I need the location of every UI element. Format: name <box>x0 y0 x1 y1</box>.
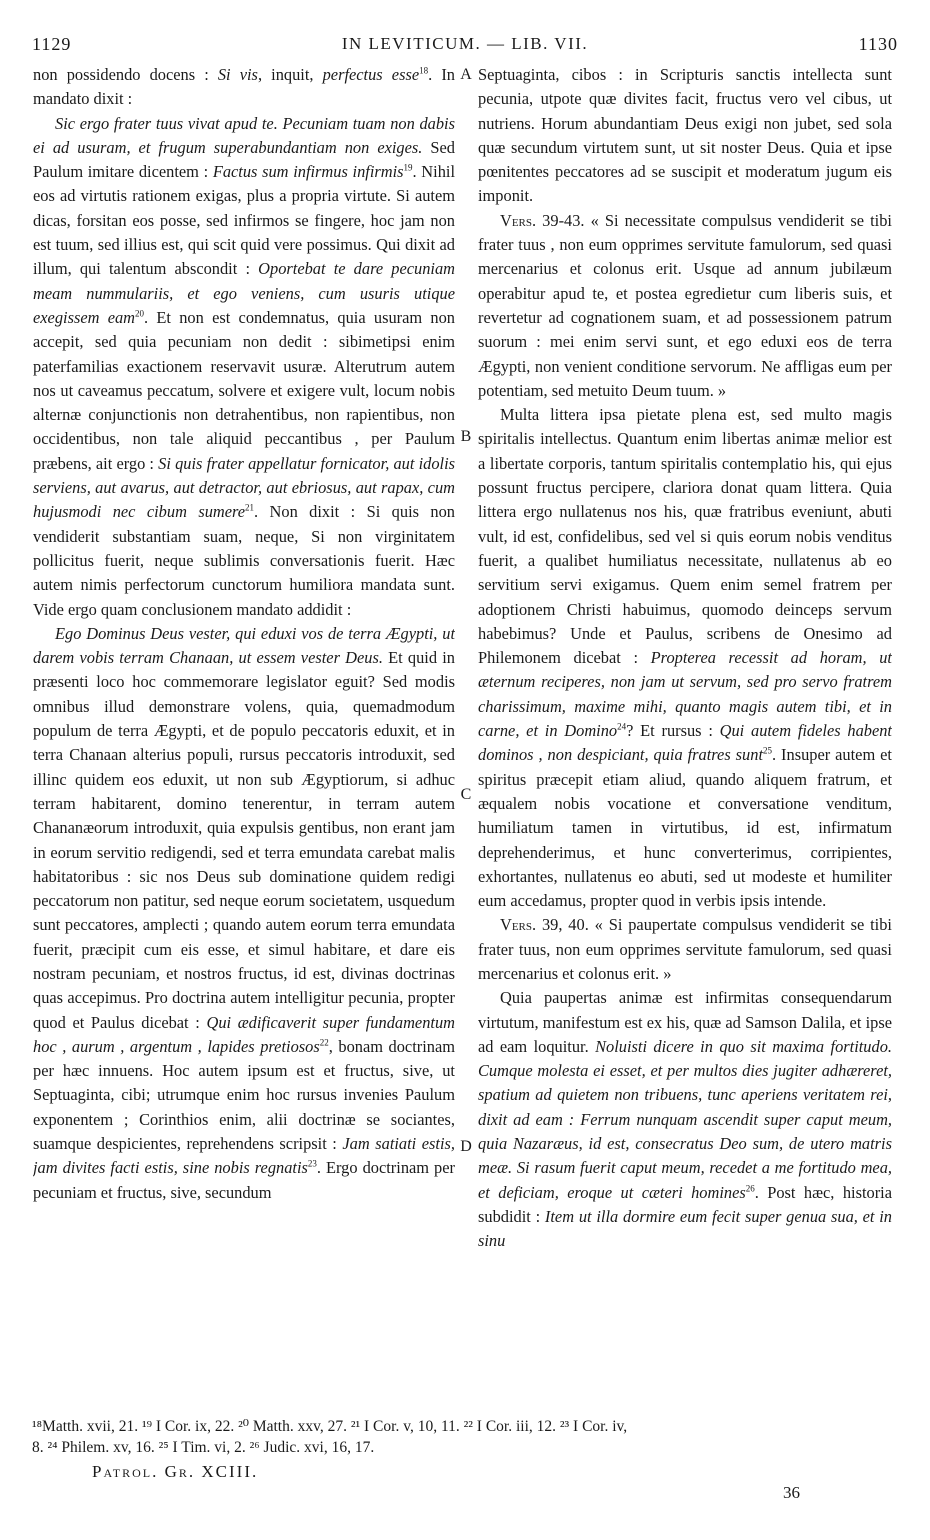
scripture-quote: Oportebat te dare pecuniam meam nummulariis, et ego veniens, cum usuris utique exegissem eam <box>33 259 455 327</box>
paragraph <box>33 622 455 1205</box>
scripture-quote: Qui autem fideles habent dominos , non despiciant, quia fratres sunt <box>478 721 892 765</box>
footnote-ref: 22 <box>319 1037 329 1048</box>
footnote-ref: 23 <box>307 1158 317 1169</box>
footnote-line-1: ¹⁸Matth. xvii, 21. ¹⁹ I Cor. ix, 22. ²⁰ Matth. xxv, 27. ²¹ I Cor. v, 10, 11. ²² I Cor. iii, 12. ²³ I Cor. iv, <box>32 1418 628 1435</box>
body-text: . Post hæc, historia subdidit : <box>478 1182 892 1226</box>
footnote-ref: 24 <box>617 721 627 732</box>
paragraph <box>33 112 455 622</box>
scripture-quote: Factus sum infirmus infirmis <box>212 162 404 182</box>
body-text: . In mandato dixit : <box>33 65 455 109</box>
margin-letter-a: A <box>460 66 472 83</box>
footnote-ref: 21 <box>245 502 255 513</box>
body-text: Et quid in præsenti loco hoc commemorare legislator eguit? Sed modis omnibus illud demonstrare volens, quia, quemadmodum populum de terra Ægypti, et de populo peccatoris eduxit, et in terra Chanaan alterius populi, rursus peccatoris introduxit, sed illinc quidem eos eduxit, ut non sub Ægyptiorum, si adhuc terram habitarent, domino tenerentur, in terram autem Chananæorum introduxit, quia expulsis gentibus, non erant jam in eorum servitio redigendi, sed et terra emundata carebat malis habitatoribus : sic nos Deus sub dominatione quidem redigi peccatorum non patitur, sed neque eorum societatem, usquedum sunt peccatores, amplecti ; quando autem eorum terra emundata fuerit, præcipit cum eis esse, et simul habitare, et dare eis nostram pecuniam, et nostros fructus, id est, divinas doctrinas quas accepimus. Pro doctrina autem intelligitur pecunia, propter quod et Paulus dicebat : <box>33 648 455 1032</box>
scripture-quote: perfectus esse <box>322 65 420 84</box>
body-text: Septuaginta, cibos : in Scripturis sanctis intellecta sunt pecunia, utpote quæ divites facit, fructus vero vel cibus, ut nutriens. Horum abundantiam Deus exigi non jubet, sed sola quæ secundum virtutem sunt, ut sit noster Deus. Quia et ipse pœnitentes peccatores ad se suscipit et moderatum jugum eis imponit. <box>478 65 892 206</box>
body-text: ? Et rursus : <box>626 721 720 741</box>
margin-letter-d: D <box>460 1138 472 1155</box>
scripture-quote: Sic ergo frater tuus vivat apud te. Pecuniam tuam non dabis ei ad usuram, et frugum superabundantiam non exiges. <box>33 113 455 157</box>
footnote-ref: 19 <box>403 162 413 173</box>
scripture-quote: Jam satiati estis, jam divites facti estis, sine nobis regnatis <box>33 1134 455 1178</box>
series-footer: Patrol. Gr. XCIII. <box>92 1462 259 1481</box>
paragraph <box>478 63 892 209</box>
footnotes <box>32 1416 898 1458</box>
margin-letter-b: B <box>460 428 472 445</box>
scripture-quote: Qui ædificaverit super fundamentum hoc , aurum , argentum , lapides pretiosos <box>33 1012 455 1056</box>
running-title: IN LEVITICUM. — LIB. VII. <box>341 34 589 53</box>
verse-label: Vers. <box>500 915 537 935</box>
paragraph <box>478 209 892 403</box>
left-page-number: 1129 <box>32 34 72 54</box>
body-text: 39, 40. « Si paupertate compulsus vendiderit se tibi frater tuus, non eum opprimes servitute famulorum, sed quasi mercenarius et colonus erit. » <box>478 915 892 983</box>
footnote-ref: 20 <box>135 308 145 319</box>
body-text: . Et non est condemnatus, quia usuram non accepit, sed quia pecuniam non dedit : sibimetipsi enim paterfamilias exactionem reservavit usuræ. Alterutrum autem nos ut caveamus peccatum, solvere et exigere vult, locum nobis alternæ conjunctionis non detrahentibus, non rapientibus, non occidentibus, non tale aliquid peccantibus , per Paulum præbens, ait ergo : <box>33 307 455 473</box>
margin-letter-c: C <box>460 786 472 803</box>
body-text: non possidendo docens : <box>33 65 218 84</box>
scripture-quote: Si vis <box>217 65 258 84</box>
footnote-ref: 26 <box>745 1183 755 1194</box>
body-text: , bonam doctrinam per hæc innuens. Hoc autem ipsum est et fructus, sive, ut Septuaginta, cibi; utrumque enim hoc rursus invenies Paulum exponentem ; Corinthios enim, alii doctrinæ se sociantes, suamque despicientes, reprehendens scripsit : <box>33 1036 455 1154</box>
footnote-ref: 25 <box>763 745 772 756</box>
verse-label: Vers. <box>500 210 537 230</box>
scripture-quote: Noluisti dicere in quo sit maxima fortitudo. Cumque molesta ei esset, et per multos dies jugiter adhæreret, spatium ad quietem non tribuens, tunc aperiens veritatem rei, dixit ad eam : Ferrum nunquam ascendit super caput meum, quia Nazaræus, id est, consecratus Deo sum, de utero matris meæ. Si rasum fuerit caput meum, recedet a me fortitudo mea, et deficiam, eroque ut cæteri homines <box>478 1036 892 1202</box>
paragraph <box>478 913 892 986</box>
scripture-quote: Propterea recessit ad horam, ut æternum reciperes, non jam ut servum, sed pro servo fratrem charissimum, maxime mihi, quanto magis autem tibi, et in carne, et in Domino <box>478 648 892 741</box>
scripture-quote: Ego Dominus Deus vester, qui eduxi vos de terra Ægypti, ut darem vobis terram Chanaan, ut essem vester Deus. <box>33 623 455 668</box>
signature-mark: 36 <box>783 1483 800 1502</box>
body-text: Quia paupertas animæ est infirmitas consequendarum virtutum, manifestum est ex his, quæ ad Samson Dalila, et ipse ad eam loquitur. <box>478 988 892 1056</box>
left-column-text <box>33 63 455 1398</box>
body-text: 39-43. « Si necessitate compulsus vendiderit se tibi frater tuus , non eum opprimes servitute famulorum, sed quasi mercenarius et colonus erit. Usque ad annum jubilæum operabitur apud te, et postea egredietur cum liberis suis, et revertetur ad cognationem suam, et ad possessionem patrum suorum : mei enim servi sunt, et ego eduxi eos de terra Ægypti, non venient conditione servorum. Ne affligas eum per potentiam, sed metuito Deum tuum. » <box>478 210 892 400</box>
body-text: . Nihil eos ad virtutis rationem exigas, plus a propria virtute. Si autem dicas, forsitan eos posse, sed infirmos se fingere, hoc jam non est tuum, sed illius est, qui scit quid vere possimus. Qui dixit ad illum, qui talentum abscondit : <box>33 162 455 279</box>
body-text: , inquit, <box>257 65 323 84</box>
body-text: . Insuper autem et spiritus præcepit etiam aliud, quando aliquem fratrum, et æqualem nobis vocatione et conversatione venditum, humiliatum tamen in virtutibus, id est, infirmatum deprehenderimus, et hunc converterimus, corripientes, exhortantes, nullatenus eo abuti, sed ut modeste et humiliter eum accedamus, propter quod in verbis ipsis intende. <box>478 745 892 911</box>
body-text: Sed Paulum imitare dicentem : <box>33 137 455 182</box>
running-header <box>32 34 898 58</box>
body-text: Multa littera ipsa pietate plena est, sed multo magis spiritalis intellectus. Quantum enim libertas animæ melior est a libertate corporis, tantum spiritalis contemplatio his, qui ejus possunt fructus percipere, clariora donat quam littera. Quia littera ergo nullatenus nos his, quæ fratribus eveniunt, abuti vult, id est, confidelibus, sed vel si quis eorum nobis venditus fuerit, a qualibet humiliatus necessitate, nullatenus ab eo servitium servi exigamus. Quem enim semel fratrem per adoptionem Christi habuimus, quomodo deinceps servum habebimus? Unde et Paulus, scribens de Onesimo ad Philemonem dicebat : <box>478 405 892 668</box>
footnote-ref: 18 <box>419 65 429 76</box>
body-text: . Ergo doctrinam per pecuniam et fructus, sive, secundum <box>33 1158 455 1202</box>
paragraph <box>478 403 892 913</box>
paragraph <box>33 63 455 112</box>
scripture-quote: Si quis frater appellatur fornicator, aut idolis serviens, aut avarus, aut detractor, aut ebriosus, aut rapax, cum hujusmodi nec cibum sumere <box>33 453 455 522</box>
body-text: . Non dixit : Si quis non vendiderit substantiam suam, neque, Si non virginitatem pollicitus fuerit, neque sublimis conversationis fuerit. Hæc autem nimis perfectorum cunctorum humiliora mandata sunt. Vide ergo quam conclusionem mandato addidit : <box>33 502 455 619</box>
right-page-number: 1130 <box>858 34 898 54</box>
right-column-text <box>478 63 892 1398</box>
scripture-quote: Item ut illa dormire eum fecit super genua sua, et in sinu <box>478 1206 892 1251</box>
footnote-line-2: 8. ²⁴ Philem. xv, 16. ²⁵ I Tim. vi, 2. ²⁶ Judic. xvi, 16, 17. <box>32 1439 375 1456</box>
paragraph <box>478 986 892 1253</box>
